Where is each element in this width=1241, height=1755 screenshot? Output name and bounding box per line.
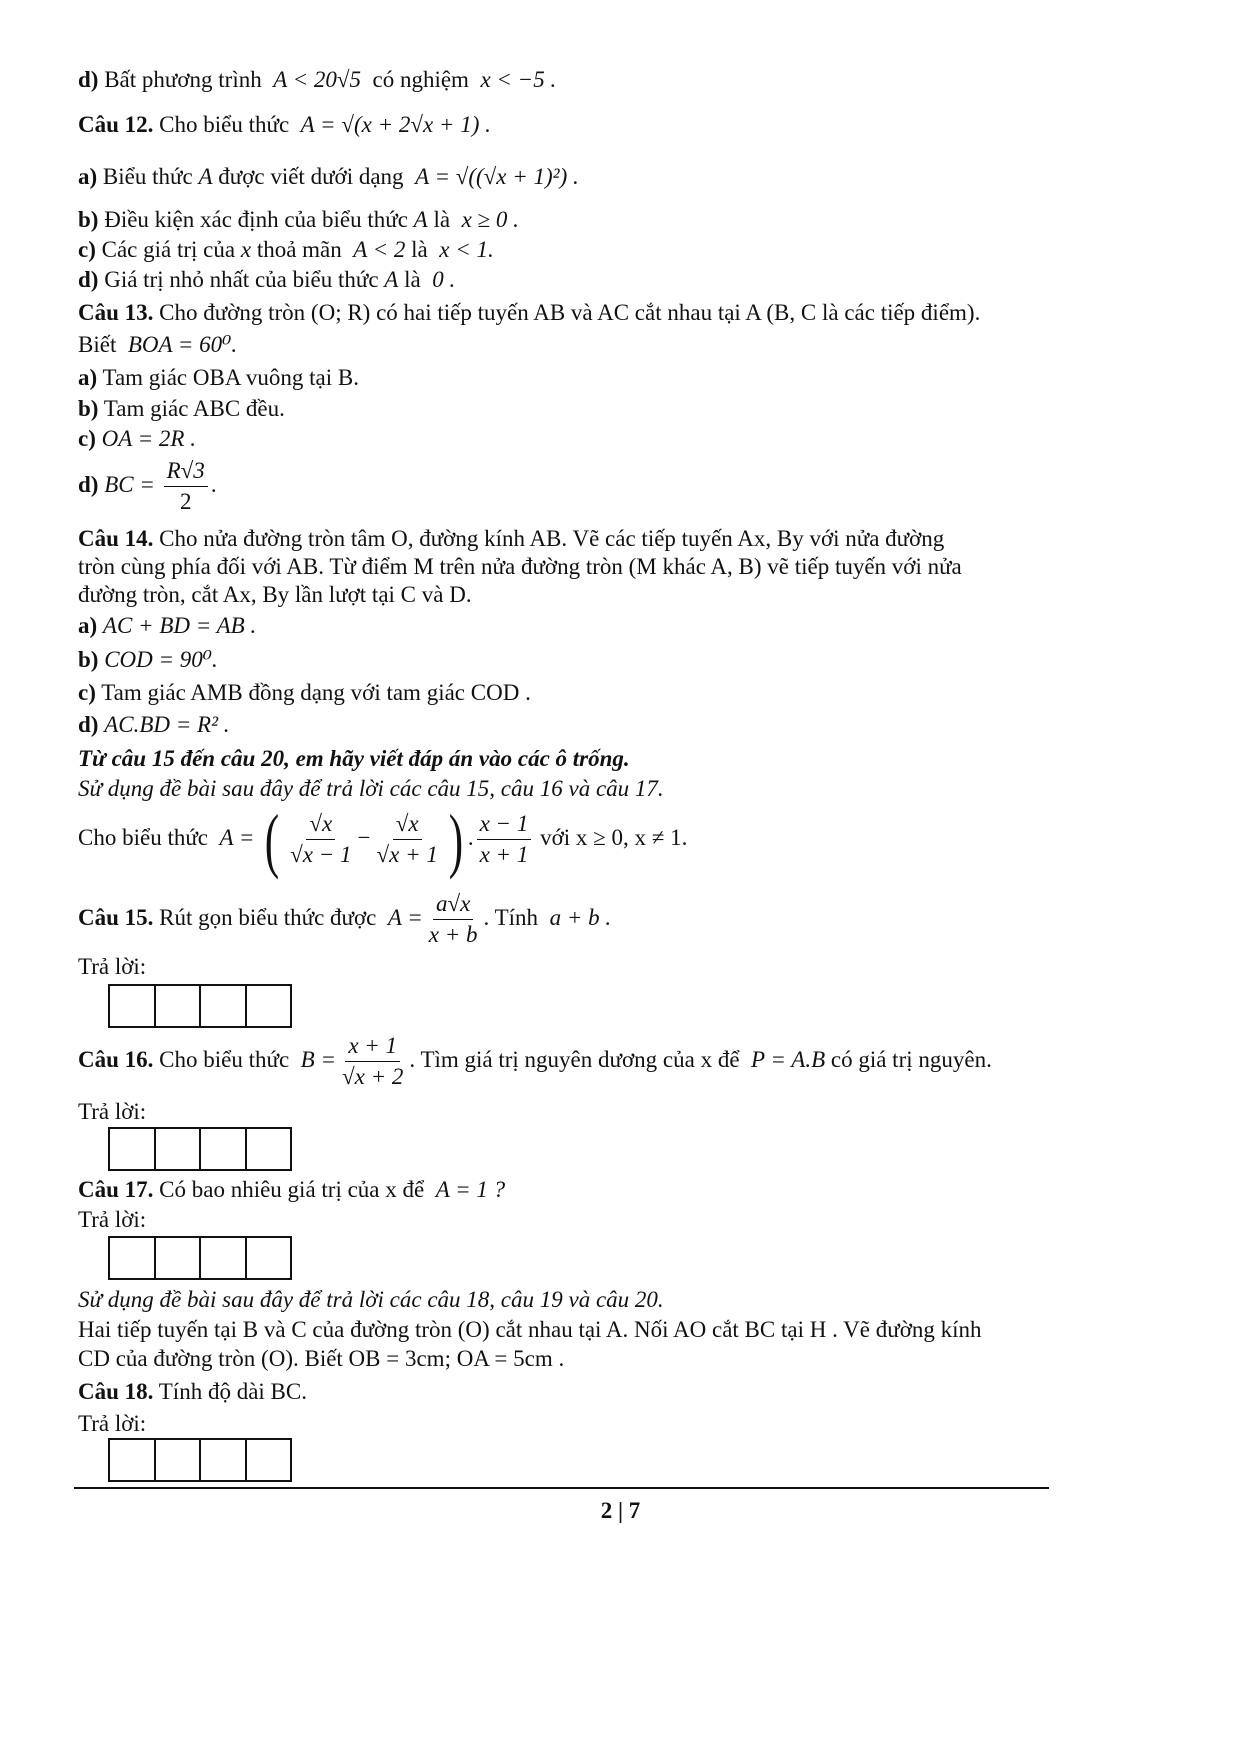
q14-stem-line1: Câu 14. Cho nửa đường tròn tâm O, đường kính AB. Vẽ các tiếp tuyến Ax, By với nửa đường	[78, 526, 945, 551]
q14-stem-line2: tròn cùng phía đối với AB. Từ điểm M trên nửa đường tròn (M khác A, B) vẽ tiếp tuyến với nửa	[78, 554, 962, 579]
stem-18-line1: Hai tiếp tuyến tại B và C của đường tròn (O) cắt nhau tại A. Nối AO cắt BC tại H . Vẽ đường kính	[78, 1317, 982, 1342]
answer-cell[interactable]	[156, 986, 202, 1026]
q18-answer-label: Trả lời:	[78, 1411, 147, 1436]
instruction-q15-20: Từ câu 15 đến câu 20, em hãy viết đáp án vào các ô trống.	[78, 746, 630, 771]
answer-cell[interactable]	[247, 1238, 291, 1278]
q13-option-b: b) Tam giác ABC đều.	[78, 396, 285, 421]
q17-stem: Câu 17. Có bao nhiêu giá trị của x để A = 1 ?	[78, 1177, 506, 1202]
q14-option-a: a) AC + BD = AB .	[78, 613, 257, 638]
q17-answer-label: Trả lời:	[78, 1207, 147, 1232]
answer-cell[interactable]	[247, 1129, 291, 1169]
q14-stem-line3: đường tròn, cắt Ax, By lần lượt tại C và D.	[78, 582, 472, 607]
frac-2: $\frac{√x}{√x + 1}$	[376, 811, 438, 868]
q16-answer-label: Trả lời:	[78, 1099, 147, 1124]
answer-cell[interactable]	[110, 986, 156, 1026]
footer-divider	[74, 1487, 1049, 1489]
q13-option-c: c) OA = 2R .	[78, 426, 196, 451]
left-paren: (	[264, 799, 280, 880]
answer-cell[interactable]	[156, 1129, 202, 1169]
q13-stem: Câu 13. Cho đường tròn (O; R) có hai tiếp tuyến AB và AC cắt nhau tại A (B, C là các tiếp điểm).	[78, 300, 981, 325]
answer-cell[interactable]	[110, 1238, 156, 1278]
q13-option-d: d) BC = $\frac{R√3}{2}$ .	[78, 458, 217, 514]
q18-answer-boxes[interactable]	[108, 1438, 292, 1482]
answer-cell[interactable]	[110, 1129, 156, 1169]
frac-3: $\frac{x - 1}{x + 1}$	[477, 811, 532, 868]
q14-option-b: b) COD = 90⁰.	[78, 647, 218, 672]
q12-option-c: c) Các giá trị của x thoả mãn A < 2 là x < 1.	[78, 237, 494, 262]
answer-cell[interactable]	[201, 1129, 247, 1169]
q15-answer-boxes[interactable]	[108, 984, 292, 1028]
q15-stem: Câu 15. Rút gọn biểu thức được A = $\frac{a√x}{x + b}$ . Tính a + b .	[78, 891, 612, 948]
answer-cell[interactable]	[247, 986, 291, 1026]
answer-cell[interactable]	[110, 1440, 156, 1480]
q18-stem: Câu 18. Tính độ dài BC.	[78, 1379, 307, 1404]
q16-answer-boxes[interactable]	[108, 1127, 292, 1171]
right-paren: )	[448, 799, 464, 880]
answer-cell[interactable]	[201, 986, 247, 1026]
q13-option-a: a) Tam giác OBA vuông tại B.	[78, 365, 359, 390]
q16-fraction: $\frac{x + 1}{√x + 2}$	[342, 1033, 404, 1090]
q12-stem: Câu 12. Cho biểu thức A = √(x + 2√x + 1) .	[78, 112, 491, 137]
instruction-q15-17: Sử dụng đề bài sau đây để trả lời các câu 15, câu 16 và câu 17.	[78, 776, 664, 801]
q13-fraction: $\frac{R√3}{2}$	[164, 458, 208, 515]
answer-cell[interactable]	[201, 1440, 247, 1480]
q14-option-d: d) AC.BD = R² .	[78, 712, 230, 737]
answer-cell[interactable]	[156, 1238, 202, 1278]
stem-18-line2: CD của đường tròn (O). Biết OB = 3cm; OA = 5cm .	[78, 1346, 565, 1371]
instruction-q18-20: Sử dụng đề bài sau đây để trả lời các câu 18, câu 19 và câu 20.	[78, 1287, 664, 1312]
answer-cell[interactable]	[156, 1440, 202, 1480]
answer-cell[interactable]	[247, 1440, 291, 1480]
q15-fraction: $\frac{a√x}{x + b}$	[428, 891, 478, 948]
q14-option-c: c) Tam giác AMB đồng dạng với tam giác COD .	[78, 680, 531, 705]
frac-1: $\frac{√x}{√x - 1}$	[290, 811, 352, 868]
q12-option-b: b) Điều kiện xác định của biểu thức A là x ≥ 0 .	[78, 207, 519, 232]
answer-cell[interactable]	[201, 1238, 247, 1278]
q16-stem: Câu 16. Cho biểu thức B = $\frac{x + 1}{√x + 2}$ . Tìm giá trị nguyên dương của x để P = A.B có giá trị nguyên.	[78, 1033, 992, 1090]
q17-answer-boxes[interactable]	[108, 1236, 292, 1280]
q12-option-d: d) Giá trị nhỏ nhất của biểu thức A là 0 .	[78, 267, 456, 292]
page-number: 2 | 7	[600, 1498, 641, 1523]
q12-option-a: a) Biểu thức A được viết dưới dạng A = √((√x + 1)²) .	[78, 164, 579, 189]
q13-given: Biết BOA = 60⁰.	[78, 332, 238, 357]
q11-option-d: d) Bất phương trình A < 20√5 có nghiệm x < −5 .	[78, 67, 557, 92]
q15-answer-label: Trả lời:	[78, 954, 147, 979]
expression-a: Cho biểu thức A = ( $\frac{√x}{√x - 1}$ − $\frac{√x}{√x + 1}$ ) . $\frac{x - 1}{x + 1}$ với x ≥ 0, x ≠ 1.	[78, 799, 688, 880]
